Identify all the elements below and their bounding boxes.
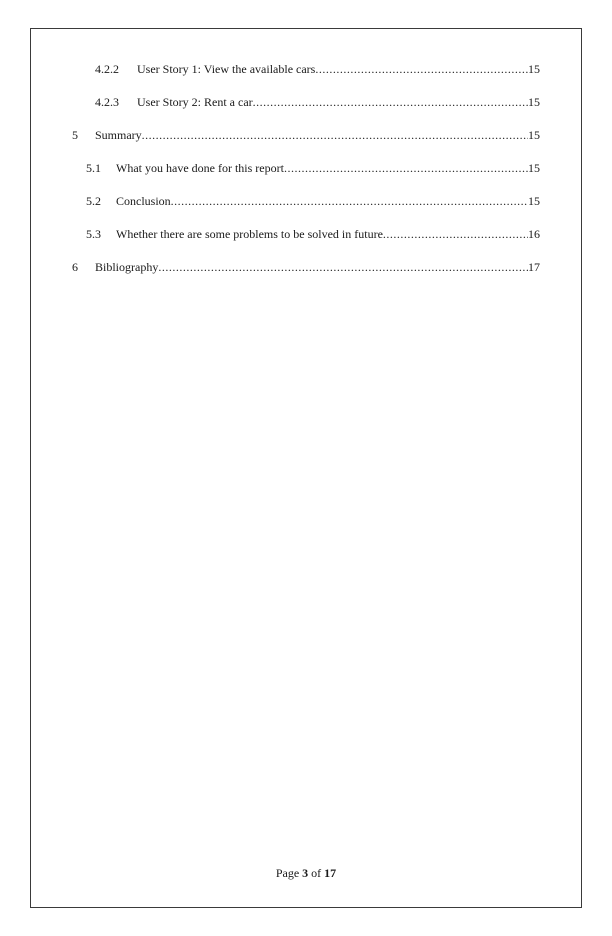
dot-leader: [171, 195, 528, 208]
footer-total-pages: 17: [324, 866, 337, 880]
dot-leader: [284, 162, 528, 175]
toc-entry-number: 5.1: [86, 161, 101, 175]
toc-entry-page: 15: [528, 194, 540, 208]
toc-entry[interactable]: [72, 96, 540, 109]
toc-entry-number: 4.2.3: [95, 95, 119, 109]
toc-entry-number: 5.3: [86, 227, 101, 241]
toc-entry[interactable]: [72, 63, 540, 76]
toc-entry-page: 15: [528, 95, 540, 109]
toc-entry-number: 5: [72, 128, 78, 142]
footer-separator: of: [311, 866, 322, 880]
dot-leader: [315, 63, 528, 76]
toc-entry-title: Summary: [95, 128, 142, 142]
toc-entry[interactable]: [72, 228, 540, 241]
footer-current-page: 3: [302, 866, 309, 880]
toc-entry-page: 15: [528, 161, 540, 175]
toc-entry-number: 6: [72, 260, 78, 274]
toc-entry-title: What you have done for this report: [116, 161, 284, 175]
toc-entry[interactable]: [72, 261, 540, 274]
toc-entry-number: 5.2: [86, 194, 101, 208]
dot-leader: [142, 129, 528, 142]
toc-entry-title: Conclusion: [116, 194, 171, 208]
page-footer: [31, 866, 581, 881]
table-of-contents: [72, 63, 540, 294]
toc-entry-number: 4.2.2: [95, 62, 119, 76]
toc-entry-title: User Story 2: Rent a car: [137, 95, 253, 109]
toc-entry-title: Bibliography: [95, 260, 159, 274]
toc-entry[interactable]: [72, 129, 540, 142]
dot-leader: [253, 96, 528, 109]
page-border: [30, 28, 582, 908]
toc-entry[interactable]: [72, 162, 540, 175]
toc-entry-page: 15: [528, 62, 540, 76]
toc-entry-title: Whether there are some problems to be solved in future: [116, 227, 383, 241]
toc-entry[interactable]: [72, 195, 540, 208]
toc-entry-title: User Story 1: View the available cars: [137, 62, 316, 76]
dot-leader: [383, 228, 528, 241]
footer-prefix: Page: [275, 866, 300, 880]
dot-leader: [158, 261, 528, 274]
toc-entry-page: 17: [528, 260, 540, 274]
toc-entry-page: 16: [528, 227, 540, 241]
toc-entry-page: 15: [528, 128, 540, 142]
